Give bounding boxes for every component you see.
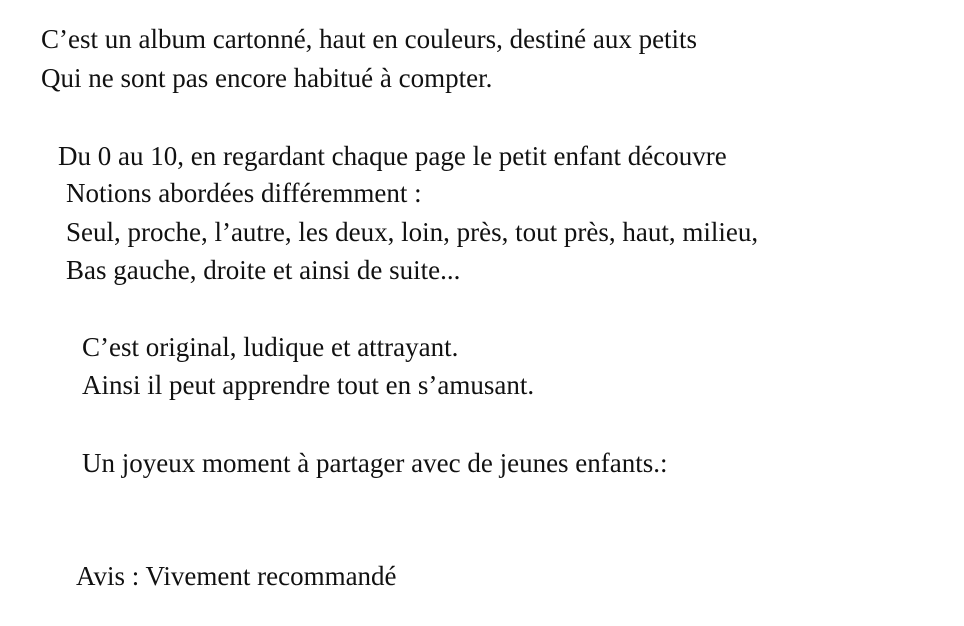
appreciation-line-2: Ainsi il peut apprendre tout en s’amusant. [82, 370, 535, 400]
moment-line: Un joyeux moment à partager avec de jeunes enfants.: [82, 448, 668, 478]
notions-line-3: Seul, proche, l’autre, les deux, loin, près, tout près, haut, milieu, [66, 217, 759, 247]
appreciation-line-1: C’est original, ludique et attrayant. [82, 332, 459, 362]
notions-line-4: Bas gauche, droite et ainsi de suite... [66, 255, 461, 285]
intro-line-2: Qui ne sont pas encore habitué à compter. [41, 63, 493, 93]
intro-line-1: C’est un album cartonné, haut en couleurs, destiné aux petits [41, 24, 698, 54]
verdict-line: Avis : Vivement recommandé [76, 561, 397, 591]
notions-line-1: Du 0 au 10, en regardant chaque page le petit enfant découvre [58, 141, 727, 171]
notions-line-2: Notions abordées différemment : [66, 178, 422, 208]
